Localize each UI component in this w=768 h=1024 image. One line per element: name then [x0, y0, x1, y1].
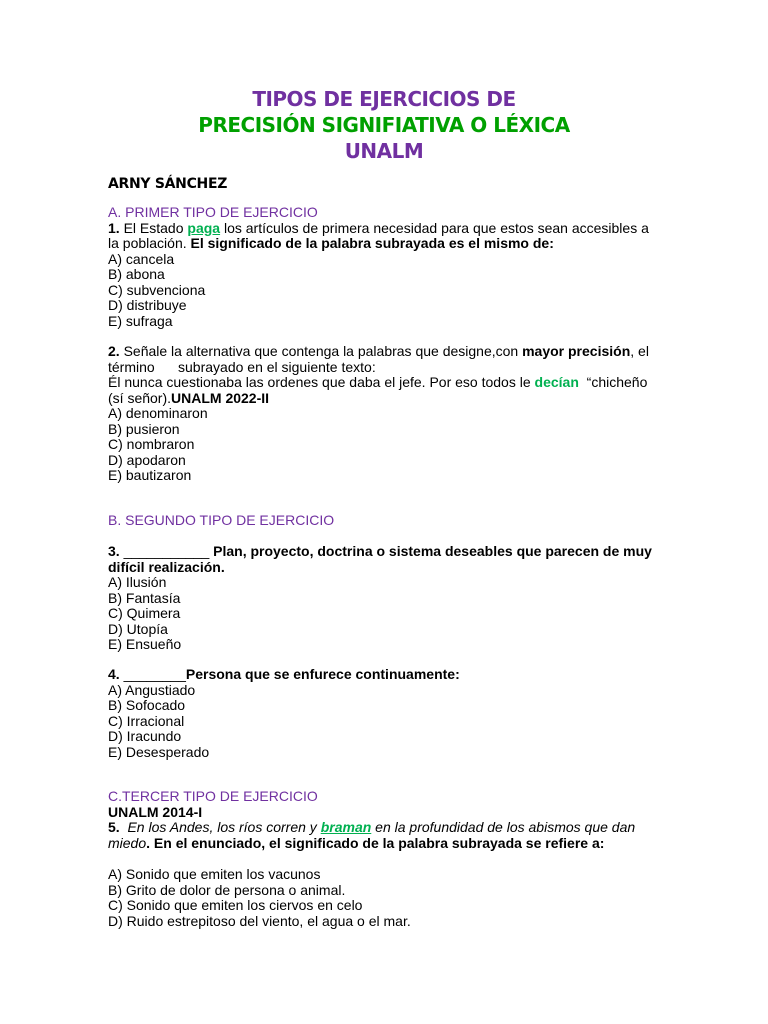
question-2-line-1	[108, 344, 668, 360]
question-1-underlined-word: paga	[187, 219, 221, 236]
question-2-option-a: A) denominaron	[108, 405, 208, 421]
question-2	[108, 344, 668, 484]
question-4-option-e: E) Desesperado	[108, 743, 210, 760]
question-1-option-e: E) sufraga	[108, 312, 173, 329]
document-title	[0, 86, 768, 164]
question-2-text-cont: , el	[630, 343, 649, 359]
question-3-option-a: A) Ilusión	[108, 574, 167, 590]
question-4-option-a: A) Angustiado	[108, 681, 196, 698]
question-1-number: 1.	[108, 219, 120, 236]
question-4-option-c: C) Irracional	[108, 712, 185, 729]
question-1-text: El Estado	[119, 219, 188, 236]
author-name: ARNY SÁNCHEZ	[108, 176, 228, 192]
question-5-underlined-word: braman	[320, 819, 372, 835]
question-1-line-2	[108, 236, 668, 252]
section-c-source: UNALM 2014-I	[108, 803, 203, 820]
question-2-text: Señale la alternativa que contenga la palabras que designe,con	[119, 343, 523, 359]
question-2-quote-text: Él nunca cuestionaba las ordenes que daba el jefe. Por eso todos le	[108, 374, 535, 390]
question-4-option-d: D) Iracundo	[108, 728, 182, 744]
question-2-quote-end: (sí señor).	[108, 389, 172, 406]
question-2-underlined-word: decían	[534, 374, 579, 390]
question-2-line-3	[108, 375, 668, 391]
question-3-line-2: difícil realización.	[108, 558, 225, 575]
question-3-line-1	[108, 544, 668, 560]
question-4-line-1	[108, 667, 668, 683]
title-line-3: UNALM	[344, 139, 424, 163]
question-1-option-c: C) subvenciona	[108, 281, 206, 298]
title-line-1: TIPOS DE EJERCICIOS DE	[252, 87, 516, 111]
question-2-quote-cont: “chicheño	[578, 374, 648, 390]
question-2-number: 2.	[108, 343, 120, 359]
question-3-option-b: B) Fantasía	[108, 589, 181, 606]
question-5-option-a: A) Sonido que emiten los vacunos	[108, 866, 321, 882]
question-3-blank: ___________	[119, 543, 210, 559]
section-b	[108, 513, 668, 529]
question-5-options	[108, 867, 668, 929]
question-3-option-d: D) Utopía	[108, 620, 168, 637]
question-2-option-d: D) apodaron	[108, 451, 186, 468]
question-5-line-1	[108, 820, 668, 836]
question-1-option-d: D) distribuye	[108, 297, 187, 313]
question-3-option-e: E) Ensueño	[108, 636, 182, 652]
question-5-line-2	[108, 836, 668, 852]
section-a-heading: A. PRIMER TIPO DE EJERCICIO	[108, 204, 318, 220]
question-3	[108, 544, 668, 653]
question-2-source: UNALM 2022-II	[171, 389, 270, 406]
question-5-text: En los Andes, los ríos corren y	[119, 819, 321, 835]
question-3-text: Plan, proyecto, doctrina o sistema deseables que parecen de muy	[209, 543, 652, 559]
question-1-line-1	[108, 221, 668, 237]
question-1-option-a: A) cancela	[108, 250, 175, 267]
question-4-blank: ________	[119, 666, 186, 682]
question-4	[108, 667, 668, 760]
title-line-2: PRECISIÓN SIGNIFIATIVA O LÉXICA	[198, 113, 570, 137]
question-3-number: 3.	[108, 543, 120, 559]
section-c-heading: C.TERCER TIPO DE EJERCICIO	[108, 788, 318, 804]
question-5-option-d: D) Ruido estrepitoso del viento, el agua o el mar.	[108, 912, 411, 929]
question-4-option-b: B) Sofocado	[108, 697, 186, 713]
question-4-text: Persona que se enfurece continuamente:	[185, 666, 460, 682]
question-1-option-b: B) abona	[108, 266, 165, 282]
question-5-instruction: . En el enunciado, el significado de la palabra subrayada se refiere a:	[146, 834, 605, 851]
question-2-option-c: C) nombraron	[108, 436, 195, 452]
question-5-text-end: miedo	[108, 834, 147, 851]
question-4-number: 4.	[108, 666, 120, 682]
question-1-text-cont: los artículos de primera necesidad para que estos sean accesibles a	[220, 219, 649, 236]
question-1-text-end: la población.	[108, 235, 191, 251]
question-2-line-4	[108, 391, 668, 407]
question-5-text-cont: en la profundidad de los abismos que dan	[371, 819, 636, 835]
question-2-option-b: B) pusieron	[108, 420, 180, 437]
question-3-option-c: C) Quimera	[108, 605, 181, 621]
question-2-bold-phrase: mayor precisión	[522, 343, 631, 359]
question-1-instruction: El significado de la palabra subrayada es el mismo de:	[190, 235, 554, 251]
question-2-line-2: término subrayado en el siguiente texto:	[108, 358, 376, 375]
question-2-option-e: E) bautizaron	[108, 467, 192, 483]
question-5-option-c: C) Sonido que emiten los ciervos en celo	[108, 897, 363, 913]
question-5-option-b: B) Grito de dolor de persona o animal.	[108, 881, 346, 898]
section-c	[108, 789, 668, 851]
question-5-number: 5.	[108, 819, 120, 835]
section-a	[108, 205, 668, 329]
section-b-heading: B. SEGUNDO TIPO DE EJERCICIO	[108, 512, 335, 528]
